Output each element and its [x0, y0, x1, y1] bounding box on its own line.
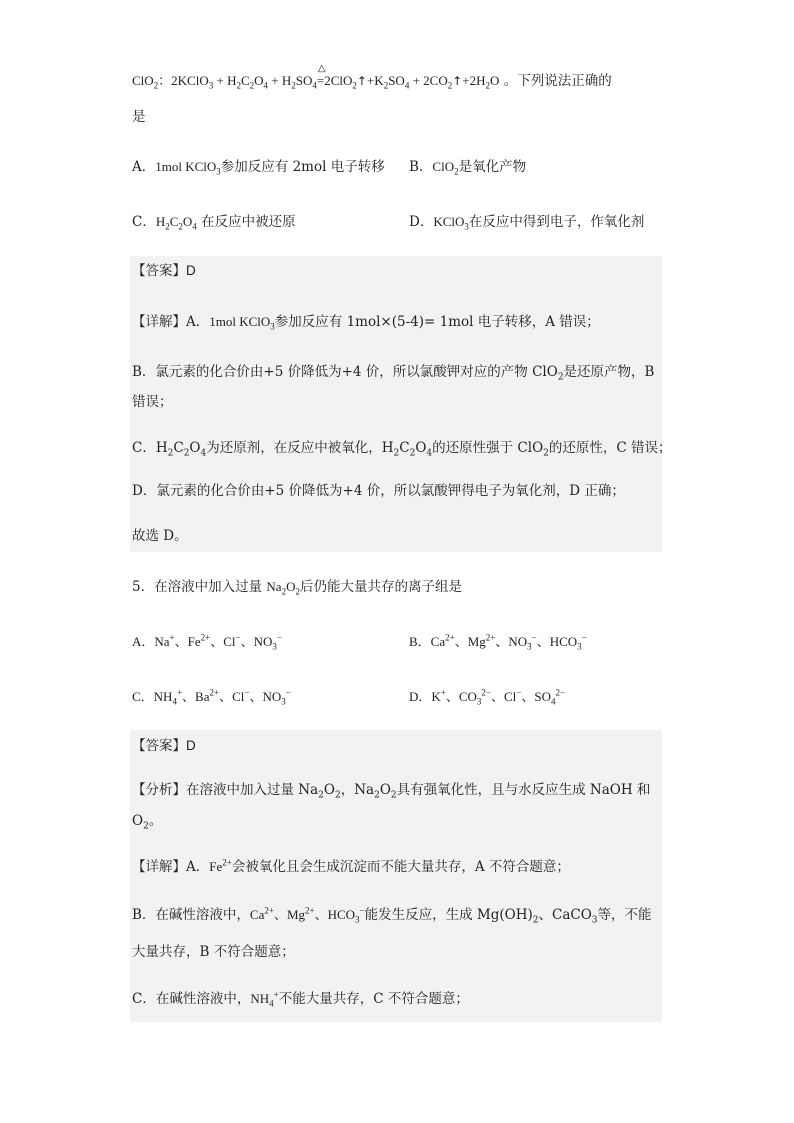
q5-option-b[interactable]: B．$Ca^{2+}$、$Mg^{2+}$、$NO_3^-$、$HCO_3^-$	[409, 632, 587, 652]
q5-detail-c: C．在碱性溶液中，$NH_4^+$不能大量共存，C 不符合题意；	[132, 989, 469, 1009]
q4-detail-c: C．$H_2C_2O_4$为还原剂，在反应中被氧化，$H_2C_2O_4$的还原性强于 ClO$_2$的还原性，C 错误；	[132, 440, 672, 459]
q4-detail-a: 【详解】A．1mol KClO$_3$参加反应有 1mol×(5-4)= 1mol 电子转移，A 错误；	[132, 314, 600, 332]
q5-detail-a: 【详解】A．$Fe^{2+}$会被氧化且会生成沉淀而不能大量共存，A 不符合题意；	[132, 857, 570, 875]
q5-option-a[interactable]: A．Na+、$Fe^{2+}$、Cl−、$NO_3^-$	[132, 632, 282, 652]
q4-stem-line2: 是	[132, 109, 146, 125]
q5-stem: 5．在溶液中加入过量 $Na_2O_2$后仍能大量共存的离子组是	[132, 579, 462, 597]
q5-detail-b-2: 大量共存，B 不符合题意；	[132, 944, 295, 960]
q5-analysis-1: 【分析】在溶液中加入过量 $Na_2O_2$，$Na_2O_2$具有强氧化性，且与水反应生成 NaOH 和	[132, 782, 651, 801]
q5-answer: 【答案】D	[132, 738, 196, 754]
q4-option-b[interactable]: B．ClO$_2$是氧化产物	[409, 159, 527, 177]
q4-option-a[interactable]: A．1mol KClO$_3$参加反应有 2mol 电子转移	[132, 159, 385, 177]
q5-answer-block	[130, 730, 662, 1022]
q5-option-d[interactable]: D．K+、$CO_3^{2-}$、Cl−、$SO_4^{2-}$	[409, 687, 566, 707]
q4-conclusion: 故选 D。	[132, 528, 188, 544]
q4-answer: 【答案】D	[132, 263, 196, 279]
q4-detail-b-1: B．氯元素的化合价由+5 价降低为+4 价，所以氯酸钾对应的产物 ClO$_2$是还原产物，B	[132, 364, 655, 383]
q5-analysis-2: $O_2$。	[132, 813, 163, 832]
q4-detail-b-2: 错误；	[132, 394, 173, 410]
q4-option-c[interactable]: C．$H_2C_2O_4$ 在反应中被还原	[132, 214, 296, 232]
q4-equation-line: ClO$_2$：2KClO$_3$ + $H_2C_2O_4 + H_2SO_4$ △ $=2ClO_2↑+K_2SO_4$ + $2CO_2↑+2H_2O$ 。下列说法正确的	[132, 63, 612, 91]
q4-answer-block	[130, 256, 662, 552]
q5-detail-b-1: B．在碱性溶液中，$Ca^{2+}$、$Mg^{2+}$、$HCO_3^-$能发生反应，生成 $Mg(OH)_2$、CaCO$_3$等，不能	[132, 905, 652, 926]
q4-option-d[interactable]: D．KClO$_3$在反应中得到电子，作氧化剂	[409, 214, 645, 232]
q4-detail-d: D．氯元素的化合价由+5 价降低为+4 价，所以氯酸钾得电子为氧化剂，D 正确；	[132, 483, 625, 499]
q5-option-c[interactable]: C．$NH_4^+$、$Ba^{2+}$、Cl−、$NO_3^-$	[132, 687, 291, 707]
